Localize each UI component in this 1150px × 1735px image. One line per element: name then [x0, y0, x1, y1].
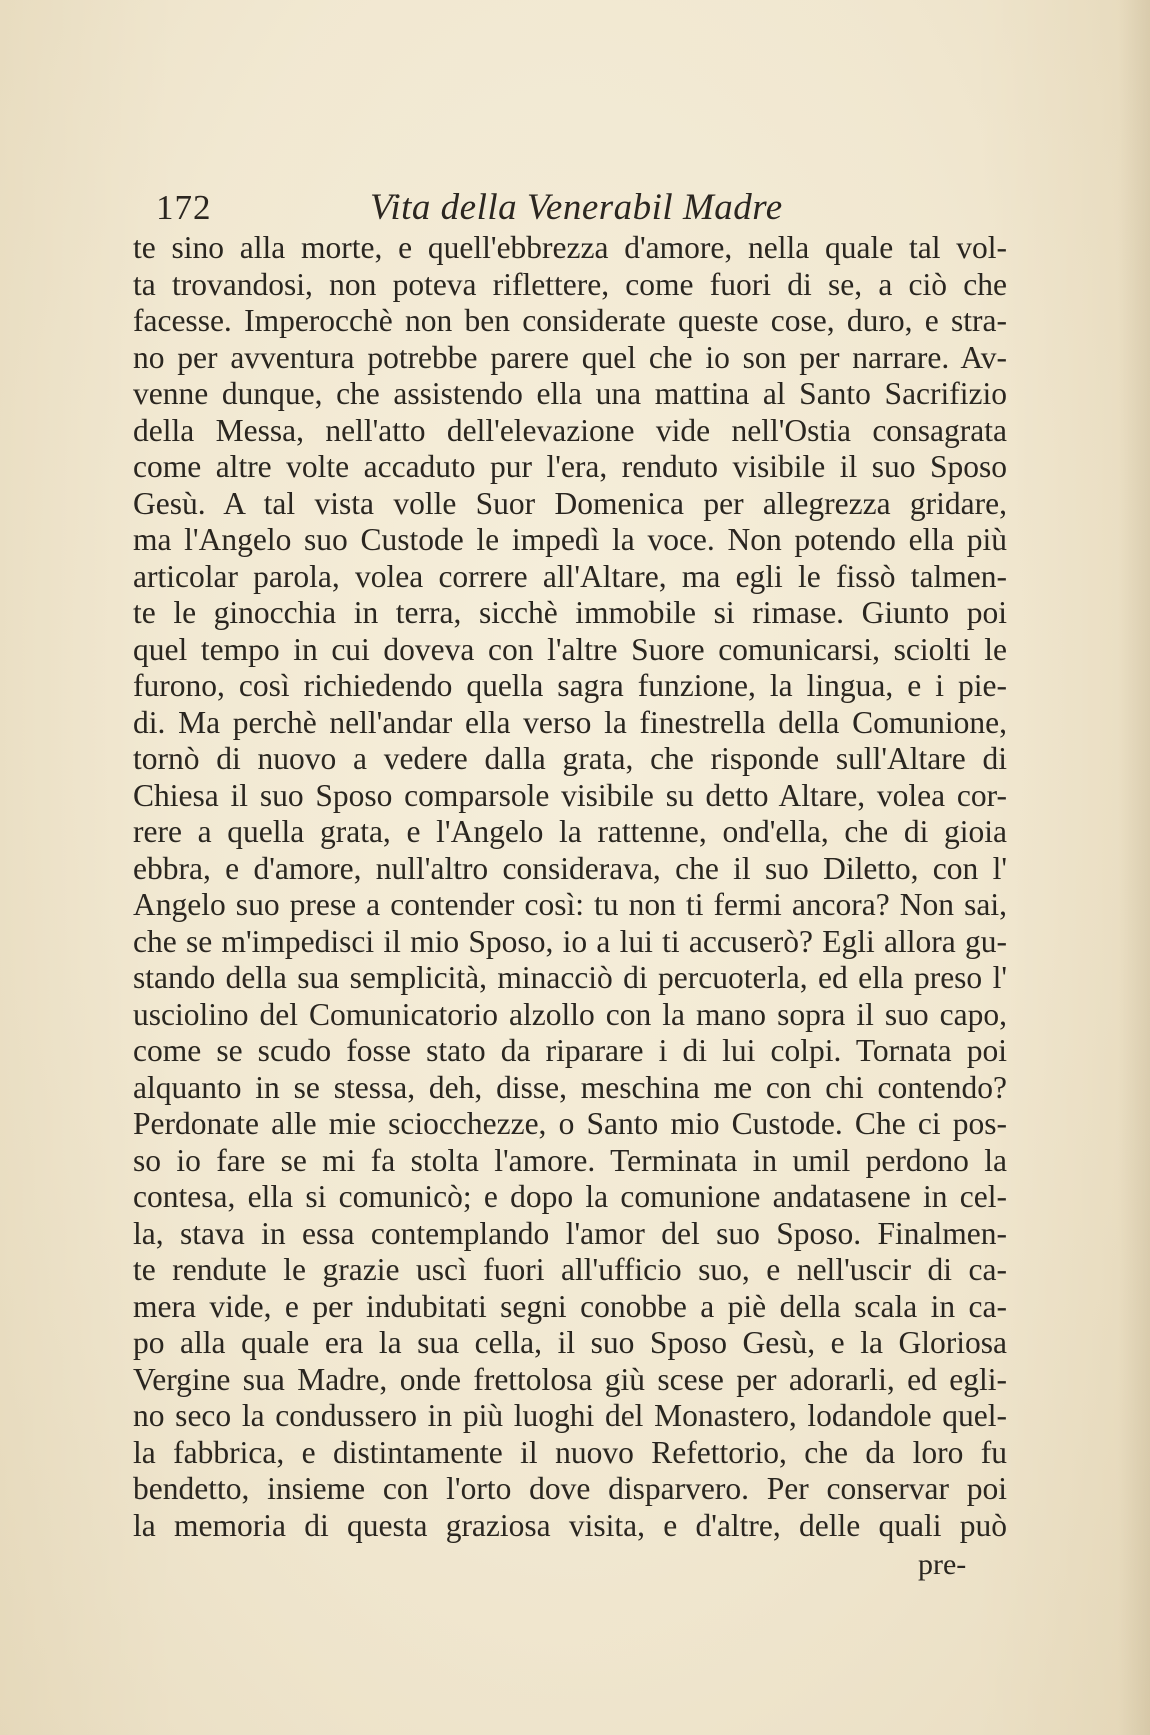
- text-line: te sino alla morte, e quell'ebbrezza d'amore, nella quale tal vol-: [133, 230, 1007, 265]
- catchword: pre-: [918, 1548, 967, 1581]
- text-line: furono, così richiedendo quella sagra funzione, la lingua, e i pie-: [133, 668, 1007, 703]
- text-line: so io fare se mi fa stolta l'amore. Terminata in umil perdono la: [133, 1142, 1007, 1178]
- running-title: Vita della Venerabil Madre: [370, 187, 783, 228]
- text-line: usciolino del Comunicatorio alzollo con la mano sopra il suo capo,: [133, 996, 1007, 1032]
- text-line: ta trovandosi, non poteva riflettere, come fuori di se, a ciò che: [133, 266, 1007, 302]
- text-line: ma l'Angelo suo Custode le impedì la voce. Non potendo ella più: [133, 522, 1007, 557]
- text-line: no per avventura potrebbe parere quel che io son per narrare. Av-: [133, 339, 1007, 375]
- text-line: Vergine sua Madre, onde frettolosa giù scese per adorarli, ed egli-: [133, 1361, 1007, 1397]
- text-line: della Messa, nell'atto dell'elevazione vide nell'Ostia consagrata: [133, 412, 1007, 448]
- text-line: contesa, ella si comunicò; e dopo la comunione andatasene in cel-: [133, 1179, 1007, 1214]
- text-line: stando della sua semplicità, minacciò di percuoterla, ed ella preso l': [133, 960, 1007, 995]
- page-edge-shadow: [1118, 0, 1150, 1735]
- running-header: [148, 182, 1028, 228]
- text-line: bendetto, insieme con l'orto dove disparvero. Per conservar poi: [133, 1471, 1007, 1506]
- text-line: mera vide, e per indubitati segni conobbe a piè della scala in ca-: [133, 1288, 1007, 1324]
- text-line: la, stava in essa contemplando l'amor del suo Sposo. Finalmen-: [133, 1215, 1007, 1251]
- text-line: che se m'impedisci il mio Sposo, io a lui ti accuserò? Egli allora gu-: [133, 923, 1007, 959]
- text-line: Angelo suo prese a contender così: tu non ti fermi ancora? Non sai,: [133, 887, 1007, 922]
- text-line: la memoria di questa graziosa visita, e d'altre, delle quali può: [133, 1507, 1007, 1543]
- text-line: Gesù. A tal vista volle Suor Domenica per allegrezza gridare,: [133, 485, 1007, 521]
- text-line: di. Ma perchè nell'andar ella verso la finestrella della Comunione,: [133, 704, 1007, 740]
- text-line: alquanto in se stessa, deh, disse, meschina me con chi contendo?: [133, 1069, 1007, 1105]
- text-line: quel tempo in cui doveva con l'altre Suore comunicarsi, sciolti le: [133, 631, 1007, 667]
- text-line: ebbra, e d'amore, null'altro considerava, che il suo Diletto, con l': [133, 850, 1007, 886]
- text-line: no seco la condussero in più luoghi del Monastero, lodandole quel-: [133, 1398, 1007, 1433]
- text-line: articolar parola, volea correre all'Altare, ma egli le fissò talmen-: [133, 558, 1007, 594]
- text-line: facesse. Imperocchè non ben considerate queste cose, duro, e stra-: [133, 303, 1007, 338]
- text-line: tornò di nuovo a vedere dalla grata, che risponde sull'Altare di: [133, 741, 1007, 776]
- text-line: venne dunque, che assistendo ella una mattina al Santo Sacrifizio: [133, 376, 1007, 411]
- text-line: come altre volte accaduto pur l'era, renduto visibile il suo Sposo: [133, 449, 1007, 484]
- text-line: la fabbrica, e distintamente il nuovo Refettorio, che da loro fu: [133, 1434, 1007, 1470]
- text-line: po alla quale era la sua cella, il suo Sposo Gesù, e la Gloriosa: [133, 1325, 1007, 1360]
- text-line: Chiesa il suo Sposo comparsole visibile su detto Altare, volea cor-: [133, 777, 1007, 813]
- text-line: te rendute le grazie uscì fuori all'ufficio suo, e nell'uscir di ca-: [133, 1252, 1007, 1287]
- page-number: 172: [156, 188, 212, 227]
- text-line: rere a quella grata, e l'Angelo la rattenne, ond'ella, che di gioia: [133, 814, 1007, 849]
- body-text: [133, 230, 1007, 1544]
- text-line: come se scudo fosse stato da riparare i di lui colpi. Tornata poi: [133, 1033, 1007, 1068]
- text-line: te le ginocchia in terra, sicchè immobile si rimase. Giunto poi: [133, 595, 1007, 630]
- text-line: Perdonate alle mie sciocchezze, o Santo mio Custode. Che ci pos-: [133, 1106, 1007, 1141]
